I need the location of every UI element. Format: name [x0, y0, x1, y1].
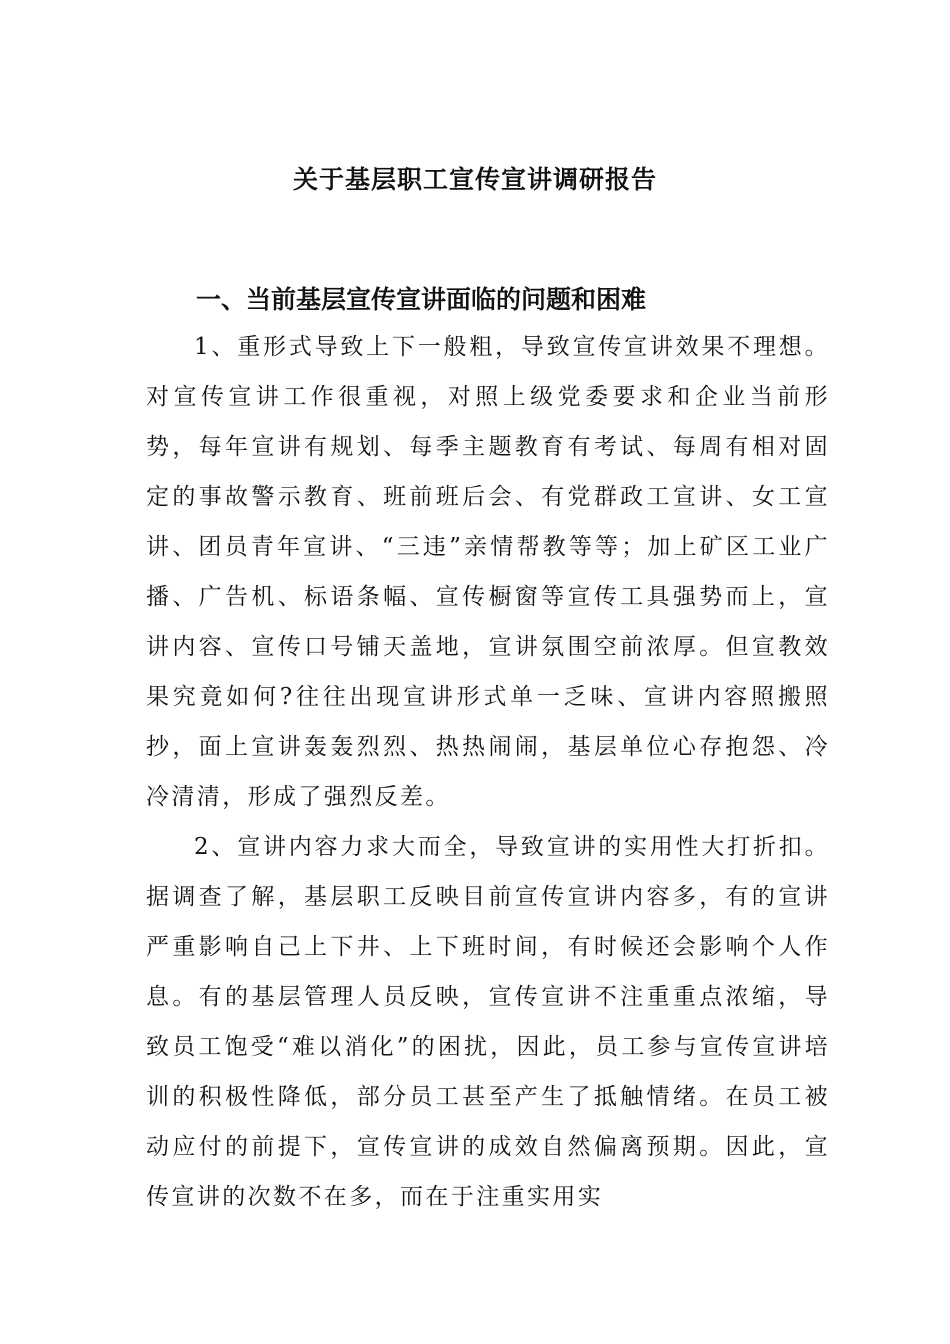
- section-heading: 一、当前基层宣传宣讲面临的问题和困难: [196, 285, 647, 314]
- body-paragraph-1: 1、重形式导致上下一般粗，导致宣传宣讲效果不理想。对宣传宣讲工作很重视，对照上级党委要求和企业当前形势，每年宣讲有规划、每季主题教育有考试、每周有相对固定的事故警示教育、班前班后会、有党群政工宣讲、女工宣讲、团员青年宣讲、“三违”亲情帮教等等；加上矿区工业广播、广告机、标语条幅、宣传橱窗等宣传工具强势而上，宣讲内容、宣传口号铺天盖地，宣讲氛围空前浓厚。但宣教效果究竟如何?往往出现宣讲形式单一乏味、宣讲内容照搬照抄，面上宣讲轰轰烈烈、热热闹闹，基层单位心存抱怨、冷冷清清，形成了强烈反差。: [146, 334, 830, 810]
- body-paragraph-2: 2、宣讲内容力求大而全，导致宣讲的实用性大打折扣。据调查了解，基层职工反映目前宣传宣讲内容多，有的宣讲严重影响自己上下井、上下班时间，有时候还会影响个人作息。有的基层管理人员反映，宣传宣讲不注重重点浓缩，导致员工饱受“难以消化”的困扰，因此，员工参与宣传宣讲培训的积极性降低，部分员工甚至产生了抵触情绪。在员工被动应付的前提下，宣传宣讲的成效自然偏离预期。因此，宣传宣讲的次数不在多，而在于注重实用实: [146, 834, 830, 1210]
- document-title: 关于基层职工宣传宣讲调研报告: [292, 165, 657, 194]
